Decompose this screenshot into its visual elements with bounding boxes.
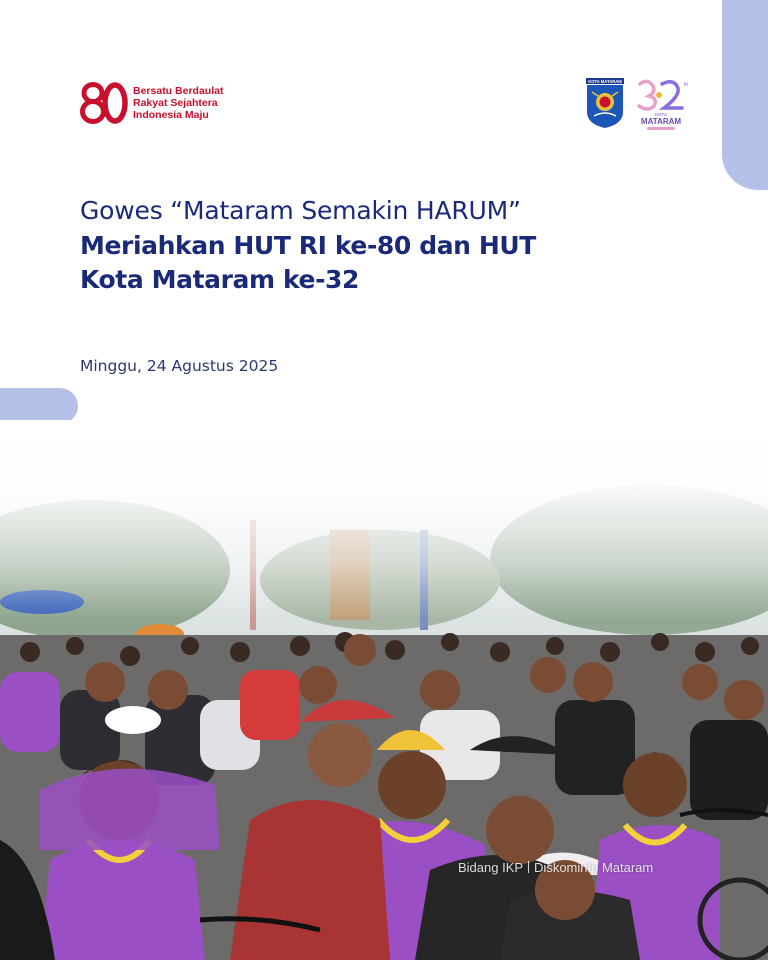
right-logos (586, 78, 688, 132)
tagline-line-3: Indonesia Maju (133, 109, 209, 121)
photo-top-fade (0, 420, 768, 620)
tagline-line-2: Rakyat Sejahtera (133, 97, 218, 109)
logo-32-kota: KOTA (655, 112, 667, 117)
logo-80-mark-icon (80, 82, 128, 124)
watermark-left: Bidang IKP (458, 860, 524, 875)
logo-32-mataram: MATARAM (640, 117, 682, 126)
hut-ri-80-logo (80, 82, 223, 124)
left-decoration-pill (0, 388, 78, 424)
event-date: Minggu, 24 Agustus 2025 (80, 357, 279, 375)
top-right-decoration (722, 0, 768, 190)
headline-line-2: Meriahkan HUT RI ke-80 dan HUT (80, 231, 536, 260)
headline-line-1: Gowes “Mataram Semakin HARUM” (80, 196, 521, 225)
watermark-right: Diskominfo Mataram (534, 860, 654, 875)
kota-mataram-crest-icon (586, 78, 624, 128)
crest-label: KOTA MATARAM (588, 79, 622, 84)
logo-80-tagline (133, 85, 223, 121)
hut-mataram-32-logo-icon (634, 78, 688, 132)
headline (80, 193, 700, 297)
logo-32-sup: th (684, 82, 688, 88)
headline-line-3: Kota Mataram ke-32 (80, 265, 360, 294)
watermark-separator (528, 861, 529, 873)
photo-watermark (458, 860, 653, 875)
tagline-line-1: Bersatu Berdaulat (133, 85, 224, 97)
